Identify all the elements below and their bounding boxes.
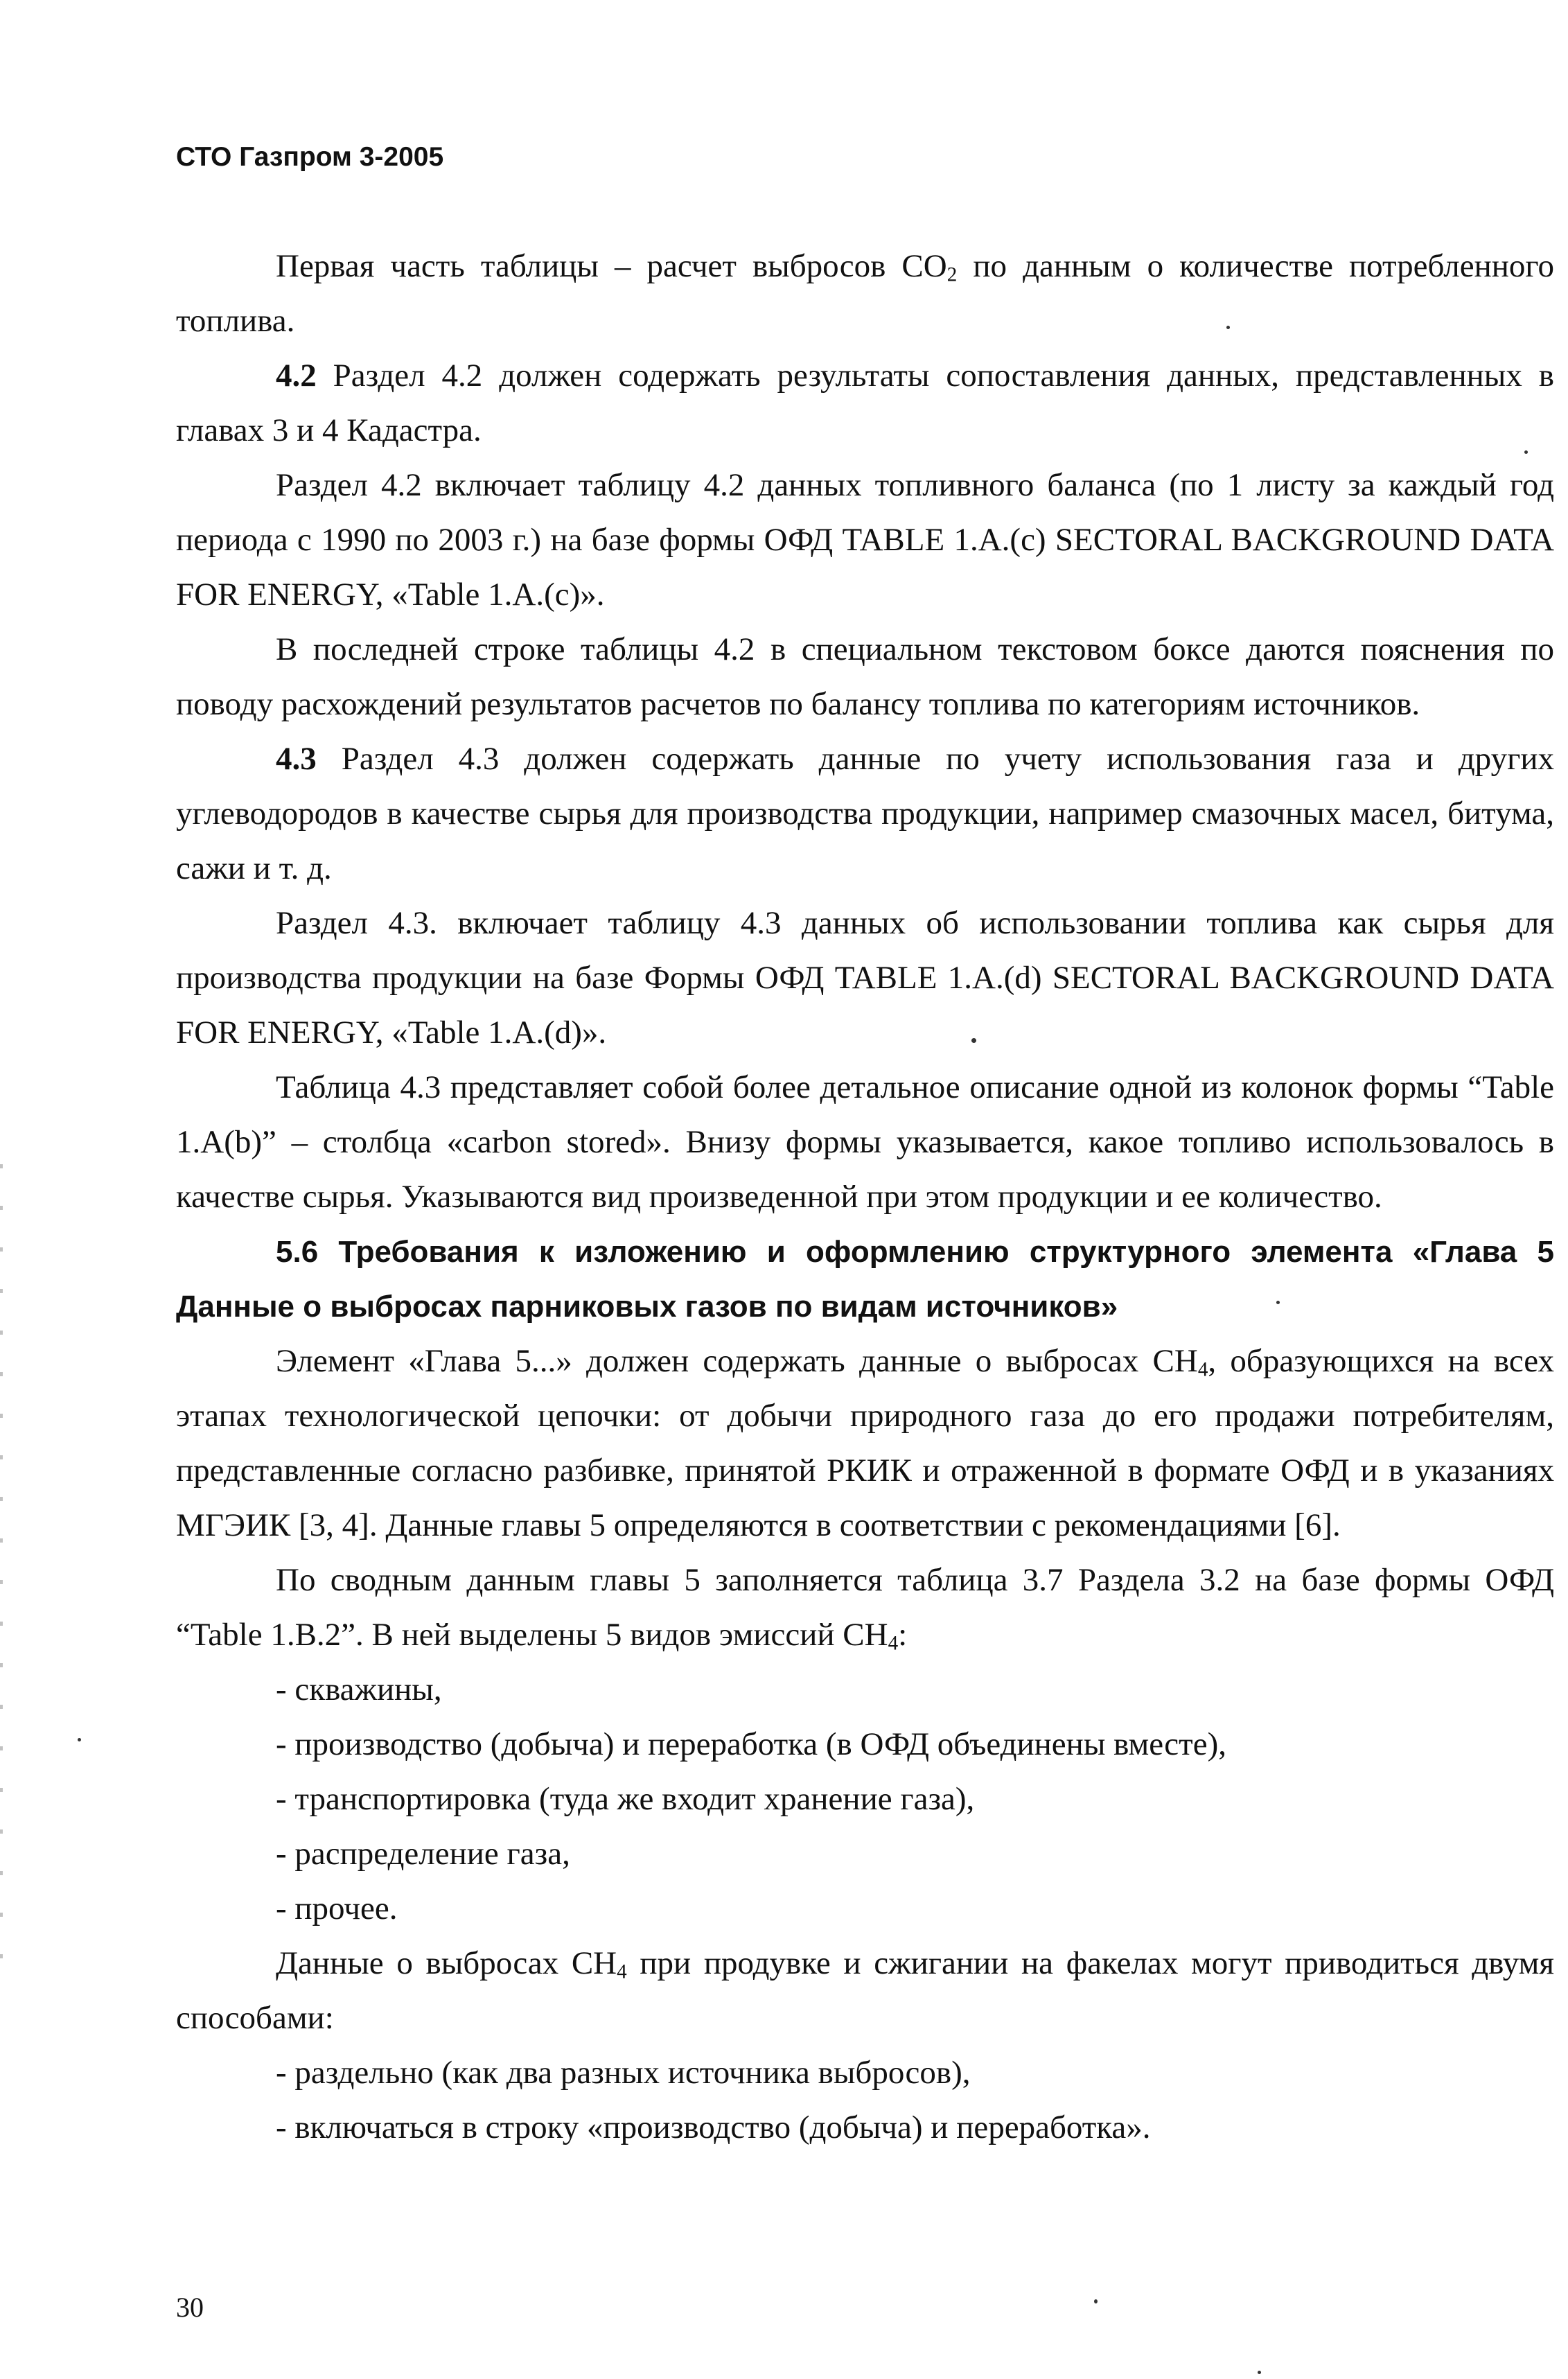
paragraph-co2-calc: Первая часть таблицы – расчет выбросов $СО_2$ по данным о количестве потребленного топлива. bbox=[176, 248, 1554, 339]
scan-speck bbox=[1524, 450, 1528, 454]
paragraph-section-4-3: 4.3 Раздел 4.3 должен содержать данные по учету использования газа и других углеводородов в качестве сырья для производства продукции, например смазочных масел, битума, сажи и т. д. bbox=[176, 741, 1554, 886]
paragraph-flaring: Данные о выбросах $СН_4$ при продувке и сжигании на факелах могут приводиться двумя способами: bbox=[176, 1945, 1554, 2036]
paragraph-table-4-3-desc: Таблица 4.3 представляет собой более детальное описание одной из колонок формы “Table 1.A(b)” – столбца «carbon stored». Внизу формы указывается, какое топливо использовалось в качестве сырья. Указываются вид произведенной при этом продукции и ее количество. bbox=[176, 1069, 1554, 1215]
list-item: - распределение газа, bbox=[276, 1836, 570, 1872]
list-item: - транспортировка (туда же входит хранение газа), bbox=[276, 1781, 975, 1817]
paragraph-table-4-3: Раздел 4.3. включает таблицу 4.3 данных об использовании топлива как сырья для производства продукции на базе Формы ОФД TABLE 1.A.(d) SECTORAL BACKGROUND DATA FOR ENERGY, «Table 1.A.(d)». bbox=[176, 905, 1554, 1051]
section-heading-5-6: 5.6 Требования к изложению и оформлению структурного элемента «Глава 5 Данные о выбросах парниковых газов по видам источников» bbox=[176, 1235, 1554, 1324]
section-number: 4.3 bbox=[276, 741, 317, 777]
paragraph-table-4-2: Раздел 4.2 включает таблицу 4.2 данных топливного баланса (по 1 листу за каждый год периода с 1990 по 2003 г.) на базе формы ОФД TABLE 1.A.(c) SECTORAL BACKGROUND DATA FOR ENERGY, «Table 1.A.(c)». bbox=[176, 467, 1554, 613]
scan-speck bbox=[1226, 326, 1230, 329]
scan-speck bbox=[78, 1738, 81, 1741]
scan-speck bbox=[971, 1038, 976, 1043]
paragraph-last-row: В последней строке таблицы 4.2 в специальном текстовом боксе даются пояснения по поводу расхождений результатов расчетов по балансу топлива по категориям источников. bbox=[176, 631, 1554, 722]
scan-edge-marks bbox=[0, 1164, 3, 1996]
document-header: СТО Газпром 3-2005 bbox=[176, 142, 444, 172]
list-item: - включаться в строку «производство (добыча) и переработка». bbox=[276, 2109, 1151, 2145]
list-item: - скважины, bbox=[276, 1671, 442, 1708]
page-number: 30 bbox=[176, 2292, 204, 2323]
paragraph-section-4-2: 4.2 Раздел 4.2 должен содержать результаты сопоставления данных, представленных в главах 3 и 4 Кадастра. bbox=[176, 358, 1554, 448]
list-item: - раздельно (как два разных источника выбросов), bbox=[276, 2055, 971, 2091]
scan-speck bbox=[1094, 2299, 1098, 2303]
scan-speck bbox=[1258, 2371, 1261, 2374]
paragraph-chapter-5: Элемент «Глава 5...» должен содержать данные о выбросах $СН_4$, образующихся на всех этапах технологической цепочки: от добычи природного газа до его продажи потребителям, представленные согласно разбивке, принятой РКИК и отраженной в формате ОФД и в указаниях МГЭИК [3, 4]. Данные главы 5 определяются в соответствии с рекомендациями [6]. bbox=[176, 1343, 1554, 1543]
paragraph-table-3-7: По сводным данным главы 5 заполняется таблица 3.7 Раздела 3.2 на базе формы ОФД “Table 1.B.2”. В ней выделены 5 видов эмиссий $СН_4$: bbox=[176, 1562, 1554, 1655]
list-item: - прочее. bbox=[276, 1890, 398, 1926]
document-body bbox=[176, 239, 1554, 2155]
scan-speck bbox=[1276, 1301, 1280, 1304]
section-number: 4.2 bbox=[276, 358, 317, 394]
list-item: - производство (добыча) и переработка (в ОФД объединены вместе), bbox=[276, 1726, 1226, 1762]
